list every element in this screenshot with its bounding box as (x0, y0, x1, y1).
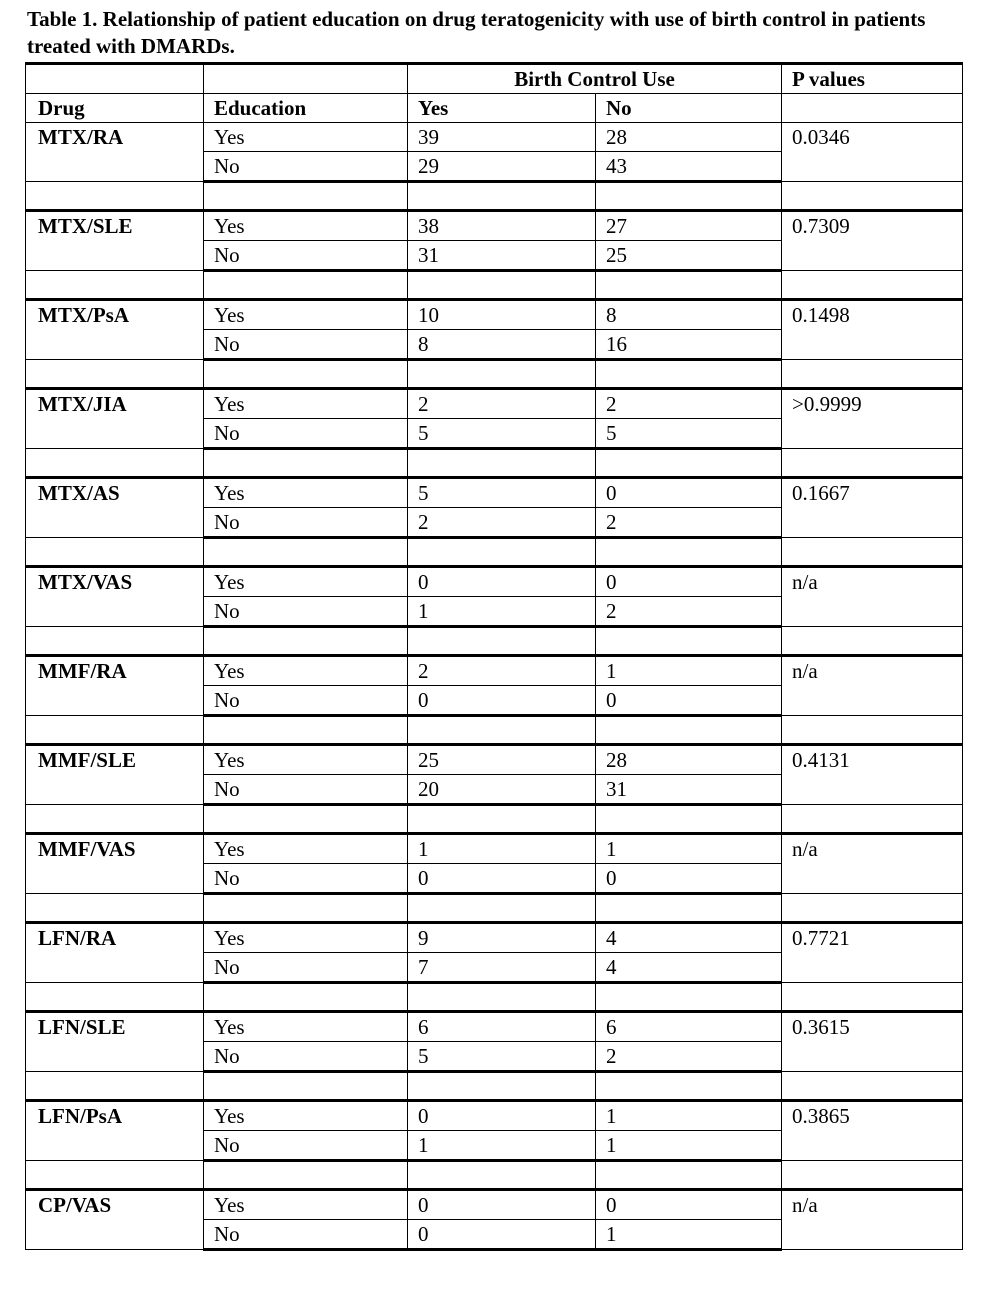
table-row-yes (26, 1190, 963, 1220)
empty-cell (408, 449, 596, 478)
empty-cell (782, 983, 963, 1012)
education-cell: Yes (204, 478, 408, 508)
education-cell: Yes (204, 389, 408, 419)
empty-cell (596, 894, 782, 923)
birth-control-yes-cell: 8 (408, 330, 596, 360)
drug-cell: MTX/RA (26, 123, 204, 182)
header-drug: Drug (26, 94, 204, 123)
birth-control-yes-cell: 25 (408, 745, 596, 775)
empty-cell (596, 182, 782, 211)
empty-cell (26, 983, 204, 1012)
p-value-cell: n/a (782, 567, 963, 627)
education-cell: Yes (204, 211, 408, 241)
spacer-row (26, 449, 963, 478)
empty-cell (782, 1161, 963, 1190)
spacer-row (26, 1072, 963, 1101)
drug-cell: MTX/JIA (26, 389, 204, 449)
empty-cell (26, 716, 204, 745)
p-value-cell: 0.3615 (782, 1012, 963, 1072)
empty-cell (782, 894, 963, 923)
empty-cell (204, 360, 408, 389)
table-row-yes (26, 389, 963, 419)
birth-control-yes-cell: 0 (408, 1220, 596, 1250)
birth-control-no-cell: 1 (596, 1220, 782, 1250)
education-cell: No (204, 1131, 408, 1161)
education-cell: Yes (204, 923, 408, 953)
birth-control-yes-cell: 2 (408, 656, 596, 686)
empty-cell (26, 1072, 204, 1101)
table-row-yes (26, 478, 963, 508)
empty-cell (408, 1161, 596, 1190)
empty-cell (408, 894, 596, 923)
empty-cell (204, 1072, 408, 1101)
header-empty-cell (782, 94, 963, 123)
p-value-cell: 0.7309 (782, 211, 963, 271)
p-value-cell: 0.3865 (782, 1101, 963, 1161)
p-value-cell: 0.1498 (782, 300, 963, 360)
birth-control-yes-cell: 2 (408, 508, 596, 538)
education-cell: Yes (204, 300, 408, 330)
education-cell: No (204, 330, 408, 360)
birth-control-no-cell: 4 (596, 953, 782, 983)
education-cell: Yes (204, 1101, 408, 1131)
header-empty-cell (26, 64, 204, 94)
empty-cell (782, 271, 963, 300)
birth-control-no-cell: 1 (596, 1101, 782, 1131)
empty-cell (596, 360, 782, 389)
education-cell: No (204, 419, 408, 449)
education-cell: Yes (204, 745, 408, 775)
empty-cell (408, 182, 596, 211)
birth-control-yes-cell: 0 (408, 1190, 596, 1220)
education-cell: No (204, 775, 408, 805)
birth-control-no-cell: 1 (596, 834, 782, 864)
education-cell: No (204, 597, 408, 627)
empty-cell (596, 271, 782, 300)
birth-control-no-cell: 8 (596, 300, 782, 330)
empty-cell (26, 360, 204, 389)
p-value-cell: >0.9999 (782, 389, 963, 449)
birth-control-yes-cell: 9 (408, 923, 596, 953)
birth-control-yes-cell: 0 (408, 686, 596, 716)
birth-control-no-cell: 5 (596, 419, 782, 449)
empty-cell (26, 449, 204, 478)
birth-control-yes-cell: 0 (408, 567, 596, 597)
header-p-values: P values (782, 64, 963, 94)
education-cell: Yes (204, 656, 408, 686)
birth-control-yes-cell: 29 (408, 152, 596, 182)
education-cell: No (204, 864, 408, 894)
birth-control-no-cell: 2 (596, 508, 782, 538)
empty-cell (204, 716, 408, 745)
birth-control-no-cell: 0 (596, 478, 782, 508)
empty-cell (782, 627, 963, 656)
empty-cell (26, 182, 204, 211)
empty-cell (204, 449, 408, 478)
birth-control-no-cell: 2 (596, 1042, 782, 1072)
spacer-row (26, 271, 963, 300)
education-cell: No (204, 1042, 408, 1072)
table-row-yes (26, 1101, 963, 1131)
empty-cell (596, 983, 782, 1012)
empty-cell (204, 805, 408, 834)
header-yes: Yes (408, 94, 596, 123)
header-no: No (596, 94, 782, 123)
table-row-yes (26, 923, 963, 953)
table-row-yes (26, 656, 963, 686)
empty-cell (26, 1161, 204, 1190)
birth-control-no-cell: 25 (596, 241, 782, 271)
education-cell: Yes (204, 1190, 408, 1220)
drug-cell: MMF/SLE (26, 745, 204, 805)
birth-control-yes-cell: 6 (408, 1012, 596, 1042)
header-row-group (26, 64, 963, 94)
p-value-cell: 0.1667 (782, 478, 963, 538)
birth-control-yes-cell: 20 (408, 775, 596, 805)
drug-cell: MTX/VAS (26, 567, 204, 627)
p-value-cell: 0.0346 (782, 123, 963, 182)
spacer-row (26, 182, 963, 211)
empty-cell (596, 449, 782, 478)
drug-cell: CP/VAS (26, 1190, 204, 1250)
education-cell: No (204, 1220, 408, 1250)
drug-cell: LFN/PsA (26, 1101, 204, 1161)
birth-control-no-cell: 1 (596, 1131, 782, 1161)
header-empty-cell (204, 64, 408, 94)
empty-cell (408, 538, 596, 567)
table-row-yes (26, 834, 963, 864)
spacer-row (26, 627, 963, 656)
header-education: Education (204, 94, 408, 123)
empty-cell (26, 894, 204, 923)
p-value-cell: n/a (782, 656, 963, 716)
results-table (25, 62, 963, 1251)
birth-control-no-cell: 2 (596, 597, 782, 627)
empty-cell (596, 538, 782, 567)
drug-cell: MMF/RA (26, 656, 204, 716)
birth-control-no-cell: 2 (596, 389, 782, 419)
birth-control-yes-cell: 5 (408, 1042, 596, 1072)
birth-control-yes-cell: 10 (408, 300, 596, 330)
table-row-yes (26, 567, 963, 597)
p-value-cell: n/a (782, 1190, 963, 1250)
empty-cell (408, 1072, 596, 1101)
empty-cell (26, 805, 204, 834)
birth-control-no-cell: 4 (596, 923, 782, 953)
spacer-row (26, 1161, 963, 1190)
empty-cell (782, 805, 963, 834)
empty-cell (408, 360, 596, 389)
birth-control-yes-cell: 38 (408, 211, 596, 241)
drug-cell: MMF/VAS (26, 834, 204, 894)
birth-control-yes-cell: 0 (408, 864, 596, 894)
spacer-row (26, 538, 963, 567)
empty-cell (204, 627, 408, 656)
birth-control-yes-cell: 5 (408, 478, 596, 508)
empty-cell (596, 805, 782, 834)
birth-control-yes-cell: 1 (408, 834, 596, 864)
empty-cell (204, 894, 408, 923)
drug-cell: MTX/AS (26, 478, 204, 538)
drug-cell: MTX/PsA (26, 300, 204, 360)
empty-cell (204, 182, 408, 211)
birth-control-yes-cell: 5 (408, 419, 596, 449)
spacer-row (26, 983, 963, 1012)
education-cell: No (204, 152, 408, 182)
header-birth-control-use: Birth Control Use (408, 64, 782, 94)
birth-control-no-cell: 28 (596, 123, 782, 152)
empty-cell (782, 449, 963, 478)
empty-cell (782, 360, 963, 389)
spacer-row (26, 805, 963, 834)
empty-cell (596, 627, 782, 656)
education-cell: Yes (204, 567, 408, 597)
table-row-yes (26, 211, 963, 241)
drug-cell: MTX/SLE (26, 211, 204, 271)
birth-control-yes-cell: 39 (408, 123, 596, 152)
birth-control-no-cell: 0 (596, 567, 782, 597)
empty-cell (204, 538, 408, 567)
empty-cell (782, 1072, 963, 1101)
drug-cell: LFN/SLE (26, 1012, 204, 1072)
empty-cell (204, 1161, 408, 1190)
education-cell: No (204, 686, 408, 716)
empty-cell (26, 271, 204, 300)
header-row-columns (26, 94, 963, 123)
birth-control-yes-cell: 7 (408, 953, 596, 983)
empty-cell (204, 271, 408, 300)
empty-cell (408, 805, 596, 834)
birth-control-yes-cell: 2 (408, 389, 596, 419)
birth-control-no-cell: 1 (596, 656, 782, 686)
education-cell: Yes (204, 1012, 408, 1042)
table-row-yes (26, 1012, 963, 1042)
birth-control-yes-cell: 1 (408, 1131, 596, 1161)
spacer-row (26, 360, 963, 389)
education-cell: No (204, 241, 408, 271)
empty-cell (596, 1161, 782, 1190)
table-row-yes (26, 123, 963, 152)
spacer-row (26, 716, 963, 745)
education-cell: No (204, 953, 408, 983)
p-value-cell: 0.4131 (782, 745, 963, 805)
empty-cell (782, 538, 963, 567)
empty-cell (596, 1072, 782, 1101)
birth-control-yes-cell: 1 (408, 597, 596, 627)
spacer-row (26, 894, 963, 923)
birth-control-no-cell: 0 (596, 864, 782, 894)
empty-cell (26, 627, 204, 656)
table-row-yes (26, 300, 963, 330)
empty-cell (204, 983, 408, 1012)
table-caption: Table 1. Relationship of patient education on drug teratogenicity with use of birth control in patients treated with DMARDs. (27, 7, 926, 58)
drug-cell: LFN/RA (26, 923, 204, 983)
birth-control-yes-cell: 31 (408, 241, 596, 271)
birth-control-no-cell: 0 (596, 686, 782, 716)
empty-cell (782, 716, 963, 745)
birth-control-no-cell: 6 (596, 1012, 782, 1042)
empty-cell (26, 538, 204, 567)
empty-cell (782, 182, 963, 211)
empty-cell (408, 271, 596, 300)
p-value-cell: n/a (782, 834, 963, 894)
empty-cell (596, 716, 782, 745)
birth-control-no-cell: 16 (596, 330, 782, 360)
education-cell: Yes (204, 123, 408, 152)
birth-control-yes-cell: 0 (408, 1101, 596, 1131)
birth-control-no-cell: 28 (596, 745, 782, 775)
p-value-cell: 0.7721 (782, 923, 963, 983)
education-cell: Yes (204, 834, 408, 864)
education-cell: No (204, 508, 408, 538)
table-row-yes (26, 745, 963, 775)
birth-control-no-cell: 43 (596, 152, 782, 182)
empty-cell (408, 716, 596, 745)
empty-cell (408, 627, 596, 656)
empty-cell (408, 983, 596, 1012)
birth-control-no-cell: 0 (596, 1190, 782, 1220)
birth-control-no-cell: 31 (596, 775, 782, 805)
birth-control-no-cell: 27 (596, 211, 782, 241)
